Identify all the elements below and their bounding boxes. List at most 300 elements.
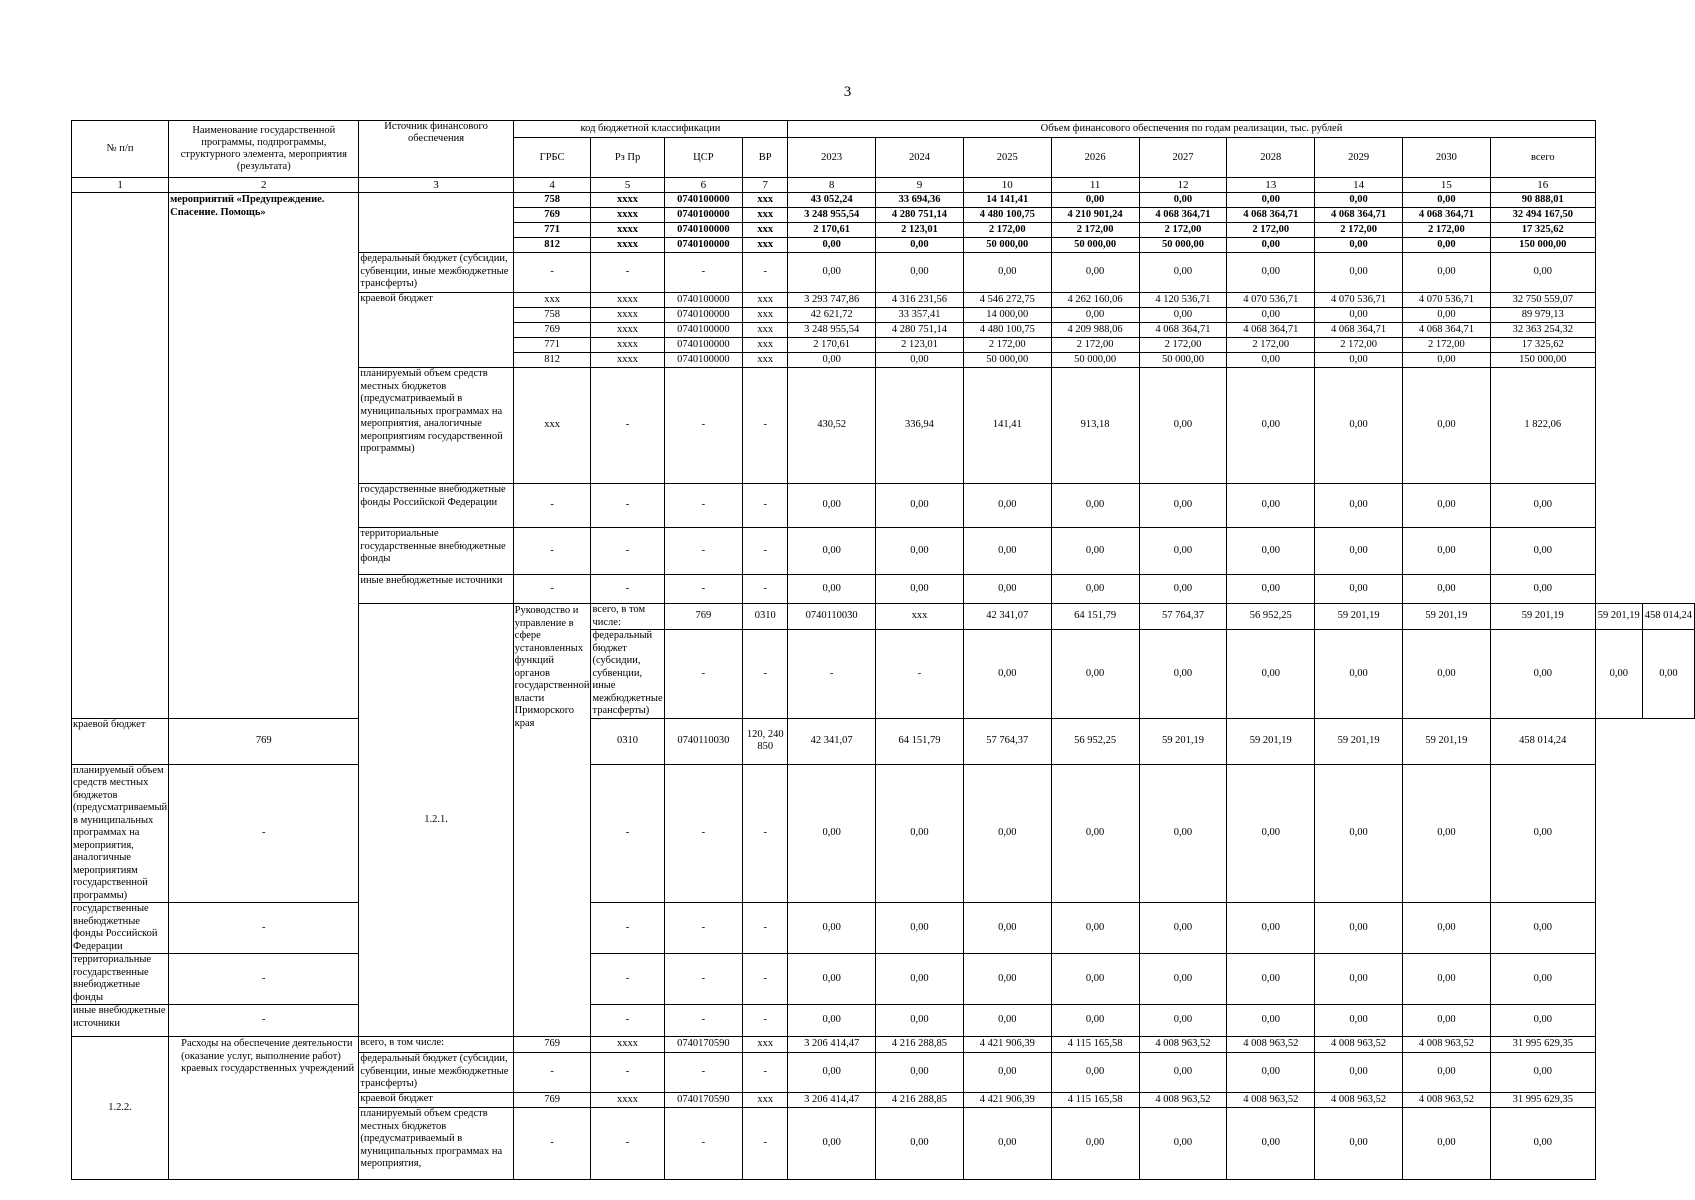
code-cell: 0740100000 xyxy=(664,223,743,238)
amount-cell: 0,00 xyxy=(1051,764,1139,903)
amount-cell: 59 201,19 xyxy=(1315,718,1403,764)
source-cell: краевой бюджет xyxy=(359,1093,513,1108)
header-grbs: ГРБС xyxy=(513,138,591,178)
code-cell: 0740170590 xyxy=(664,1093,743,1108)
code-cell: 0740100000 xyxy=(664,353,743,368)
amount-cell: 0,00 xyxy=(876,253,964,293)
amount-cell: 0,00 xyxy=(1227,903,1315,954)
amount-cell: 4 068 364,71 xyxy=(1315,208,1403,223)
amount-cell: 458 014,24 xyxy=(1490,718,1595,764)
amount-cell: 0,00 xyxy=(1490,1053,1595,1093)
code-cell: - xyxy=(664,903,743,954)
amount-cell: 4 008 963,52 xyxy=(1227,1037,1315,1053)
code-cell: 0740100000 xyxy=(664,193,743,208)
code-cell: 769 xyxy=(513,1037,591,1053)
code-cell: - xyxy=(664,1108,743,1180)
amount-cell: 0,00 xyxy=(876,484,964,528)
column-index: 6 xyxy=(664,178,743,193)
code-cell: xxx xyxy=(743,338,788,353)
code-cell: xxx xyxy=(743,1093,788,1108)
amount-cell: 0,00 xyxy=(1139,954,1227,1005)
amount-cell: 0,00 xyxy=(1051,903,1139,954)
code-cell: xxx xyxy=(743,293,788,308)
amount-cell: 0,00 xyxy=(876,353,964,368)
amount-cell: 4 070 536,71 xyxy=(1403,293,1491,308)
amount-cell: 0,00 xyxy=(876,903,964,954)
amount-cell: 43 052,24 xyxy=(788,193,876,208)
amount-cell: 0,00 xyxy=(963,484,1051,528)
column-index: 16 xyxy=(1490,178,1595,193)
code-cell: - xyxy=(591,575,664,604)
amount-cell: 50 000,00 xyxy=(1139,353,1227,368)
amount-cell: 0,00 xyxy=(1490,528,1595,575)
amount-cell: 50 000,00 xyxy=(1051,353,1139,368)
code-cell: xxxx xyxy=(591,238,664,253)
source-cell: всего, в том числе: xyxy=(359,1037,513,1053)
amount-cell: 0,00 xyxy=(1051,308,1139,323)
amount-cell: 0,00 xyxy=(1051,484,1139,528)
amount-cell: 0,00 xyxy=(1642,630,1694,719)
amount-cell: 0,00 xyxy=(1595,630,1642,719)
code-cell: xxx xyxy=(743,208,788,223)
amount-cell: 4 546 272,75 xyxy=(963,293,1051,308)
amount-cell: 0,00 xyxy=(1403,253,1491,293)
table-row xyxy=(72,903,1695,954)
code-cell: 812 xyxy=(513,238,591,253)
amount-cell: 0,00 xyxy=(1315,193,1403,208)
code-cell: - xyxy=(591,1108,664,1180)
amount-cell: 90 888,01 xyxy=(1490,193,1595,208)
amount-cell: 4 120 536,71 xyxy=(1139,293,1227,308)
code-cell: xxx xyxy=(743,193,788,208)
amount-cell: 4 209 988,06 xyxy=(1051,323,1139,338)
amount-cell: 0,00 xyxy=(788,764,876,903)
amount-cell: 0,00 xyxy=(1315,954,1403,1005)
header-year: 2027 xyxy=(1139,138,1227,178)
amount-cell: 150 000,00 xyxy=(1490,238,1595,253)
code-cell: 0740110030 xyxy=(788,604,876,630)
header-volume: Объем финансового обеспечения по годам реализации, тыс. рублей xyxy=(788,121,1596,138)
code-cell: - xyxy=(513,253,591,293)
amount-cell: 0,00 xyxy=(876,238,964,253)
code-cell: - xyxy=(591,253,664,293)
code-cell: 0310 xyxy=(591,718,664,764)
source-cell: планируемый объем средств местных бюджетов (предусматриваемый в муниципальных программах на мероприятия, аналогичные мероприятиям государственной программы) xyxy=(359,368,513,484)
amount-cell: 0,00 xyxy=(1315,308,1403,323)
header-csr: ЦСР xyxy=(664,138,743,178)
column-index: 12 xyxy=(1139,178,1227,193)
amount-cell: 0,00 xyxy=(963,253,1051,293)
financing-table xyxy=(71,120,1695,1180)
amount-cell: 4 115 165,58 xyxy=(1051,1037,1139,1053)
amount-cell: 4 480 100,75 xyxy=(963,208,1051,223)
code-cell: - xyxy=(169,954,359,1005)
amount-cell: 0,00 xyxy=(876,764,964,903)
amount-cell: 0,00 xyxy=(876,1053,964,1093)
amount-cell: 4 008 963,52 xyxy=(1315,1093,1403,1108)
amount-cell: 0,00 xyxy=(1139,484,1227,528)
amount-cell: 4 115 165,58 xyxy=(1051,1093,1139,1108)
amount-cell: 0,00 xyxy=(1139,575,1227,604)
amount-cell: 0,00 xyxy=(1490,1005,1595,1037)
source-cell: планируемый объем средств местных бюджетов (предусматриваемый в муниципальных программах на мероприятия, xyxy=(359,1108,513,1180)
amount-cell: 0,00 xyxy=(963,630,1051,719)
amount-cell: 4 068 364,71 xyxy=(1227,208,1315,223)
amount-cell: 0,00 xyxy=(1139,630,1227,719)
column-index: 1 xyxy=(72,178,169,193)
code-cell: - xyxy=(743,1108,788,1180)
code-cell: - xyxy=(664,630,743,719)
code-cell: - xyxy=(591,903,664,954)
code-cell: 0740100000 xyxy=(664,338,743,353)
amount-cell: 14 000,00 xyxy=(963,308,1051,323)
item-name: мероприятий «Предупреждение. Спасение. Помощь» xyxy=(169,193,359,719)
header-total: всего xyxy=(1490,138,1595,178)
amount-cell: 0,00 xyxy=(788,954,876,1005)
amount-cell: 2 172,00 xyxy=(1051,338,1139,353)
amount-cell: 0,00 xyxy=(963,954,1051,1005)
code-cell: - xyxy=(743,764,788,903)
code-cell: 771 xyxy=(513,223,591,238)
amount-cell: 2 123,01 xyxy=(876,223,964,238)
amount-cell: 0,00 xyxy=(1227,193,1315,208)
amount-cell: 0,00 xyxy=(1403,1108,1491,1180)
code-cell: - xyxy=(743,954,788,1005)
amount-cell: 32 363 254,32 xyxy=(1490,323,1595,338)
amount-cell: 0,00 xyxy=(1315,528,1403,575)
amount-cell: 0,00 xyxy=(1315,484,1403,528)
amount-cell: 2 172,00 xyxy=(1139,223,1227,238)
code-cell: xxxx xyxy=(591,308,664,323)
code-cell: - xyxy=(591,764,664,903)
amount-cell: 0,00 xyxy=(1139,368,1227,484)
amount-cell: 0,00 xyxy=(788,1053,876,1093)
amount-cell: 0,00 xyxy=(788,575,876,604)
code-cell: 120, 240 850 xyxy=(743,718,788,764)
amount-cell: 32 750 559,07 xyxy=(1490,293,1595,308)
amount-cell: 4 068 364,71 xyxy=(1139,323,1227,338)
code-cell: xxx xyxy=(513,368,591,484)
code-cell: - xyxy=(743,484,788,528)
amount-cell: 2 172,00 xyxy=(1403,223,1491,238)
amount-cell: 0,00 xyxy=(963,903,1051,954)
amount-cell: 0,00 xyxy=(1139,903,1227,954)
header-num: № п/п xyxy=(72,121,169,178)
amount-cell: 430,52 xyxy=(788,368,876,484)
code-cell: 0740100000 xyxy=(664,308,743,323)
amount-cell: 32 494 167,50 xyxy=(1490,208,1595,223)
amount-cell: 0,00 xyxy=(1051,193,1139,208)
amount-cell: 0,00 xyxy=(788,353,876,368)
amount-cell: 0,00 xyxy=(788,484,876,528)
amount-cell: 0,00 xyxy=(1403,484,1491,528)
amount-cell: 59 201,19 xyxy=(1595,604,1642,630)
code-cell: xxxx xyxy=(591,338,664,353)
amount-cell: 0,00 xyxy=(1403,308,1491,323)
amount-cell: 0,00 xyxy=(1490,575,1595,604)
amount-cell: 0,00 xyxy=(1490,630,1595,719)
column-index: 3 xyxy=(359,178,513,193)
code-cell: - xyxy=(743,630,788,719)
amount-cell: 150 000,00 xyxy=(1490,353,1595,368)
amount-cell: 42 341,07 xyxy=(788,718,876,764)
header-row-1 xyxy=(72,121,1695,138)
code-cell: xxxx xyxy=(591,323,664,338)
amount-cell: 0,00 xyxy=(1227,1005,1315,1037)
amount-cell: 0,00 xyxy=(876,1005,964,1037)
header-year: 2029 xyxy=(1315,138,1403,178)
code-cell: - xyxy=(743,368,788,484)
code-cell: - xyxy=(664,368,743,484)
amount-cell: 1 822,06 xyxy=(1490,368,1595,484)
amount-cell: 0,00 xyxy=(1403,630,1491,719)
amount-cell: 0,00 xyxy=(1403,368,1491,484)
amount-cell: 56 952,25 xyxy=(1051,718,1139,764)
amount-cell: 0,00 xyxy=(1315,368,1403,484)
amount-cell: 336,94 xyxy=(876,368,964,484)
item-name: Руководство и управление в сфере установленных функций органов государственной власти Приморского края xyxy=(513,604,591,1037)
code-cell: xxxx xyxy=(591,353,664,368)
amount-cell: 0,00 xyxy=(1139,308,1227,323)
amount-cell: 31 995 629,35 xyxy=(1490,1037,1595,1053)
code-cell: 771 xyxy=(513,338,591,353)
amount-cell: 2 172,00 xyxy=(1227,223,1315,238)
source-cell: территориальные государственные внебюджетные фонды xyxy=(359,528,513,575)
table-row xyxy=(72,1005,1695,1037)
amount-cell: 59 201,19 xyxy=(1139,718,1227,764)
code-cell: - xyxy=(513,1108,591,1180)
amount-cell: 4 068 364,71 xyxy=(1139,208,1227,223)
amount-cell: 0,00 xyxy=(1227,308,1315,323)
amount-cell: 0,00 xyxy=(1139,193,1227,208)
amount-cell: 0,00 xyxy=(963,1108,1051,1180)
amount-cell: 0,00 xyxy=(1227,528,1315,575)
amount-cell: 0,00 xyxy=(876,954,964,1005)
amount-cell: 141,41 xyxy=(963,368,1051,484)
column-index: 7 xyxy=(743,178,788,193)
amount-cell: 0,00 xyxy=(963,1053,1051,1093)
code-cell: - xyxy=(664,484,743,528)
amount-cell: 0,00 xyxy=(1315,764,1403,903)
amount-cell: 0,00 xyxy=(1139,1108,1227,1180)
amount-cell: 0,00 xyxy=(1403,764,1491,903)
amount-cell: 4 280 751,14 xyxy=(876,208,964,223)
amount-cell: 0,00 xyxy=(1315,903,1403,954)
amount-cell: 0,00 xyxy=(1403,1053,1491,1093)
amount-cell: 50 000,00 xyxy=(1139,238,1227,253)
amount-cell: 0,00 xyxy=(1227,764,1315,903)
amount-cell: 0,00 xyxy=(1490,903,1595,954)
source-cell: государственные внебюджетные фонды Российской Федерации xyxy=(359,484,513,528)
amount-cell: 42 621,72 xyxy=(788,308,876,323)
header-kbk: код бюджетной классификации xyxy=(513,121,788,138)
amount-cell: 2 172,00 xyxy=(1051,223,1139,238)
amount-cell: 2 172,00 xyxy=(1227,338,1315,353)
amount-cell: 14 141,41 xyxy=(963,193,1051,208)
amount-cell: 42 341,07 xyxy=(963,604,1051,630)
amount-cell: 0,00 xyxy=(1403,238,1491,253)
amount-cell: 4 216 288,85 xyxy=(876,1037,964,1053)
amount-cell: 59 201,19 xyxy=(1403,718,1491,764)
amount-cell: 0,00 xyxy=(1315,1053,1403,1093)
amount-cell: 0,00 xyxy=(1315,253,1403,293)
source-cell: планируемый объем средств местных бюджетов (предусматриваемый в муниципальных программах на мероприятия, аналогичные мероприятиям государственной программы) xyxy=(73,764,168,901)
amount-cell: 0,00 xyxy=(1227,575,1315,604)
amount-cell: 0,00 xyxy=(1490,484,1595,528)
amount-cell: 4 068 364,71 xyxy=(1227,323,1315,338)
amount-cell: 2 170,61 xyxy=(788,223,876,238)
code-cell: - xyxy=(664,528,743,575)
code-cell: 758 xyxy=(513,308,591,323)
amount-cell: 50 000,00 xyxy=(963,353,1051,368)
code-cell: - xyxy=(664,1005,743,1037)
amount-cell: 4 480 100,75 xyxy=(963,323,1051,338)
column-index: 5 xyxy=(591,178,664,193)
column-index: 13 xyxy=(1227,178,1315,193)
code-cell: - xyxy=(743,1053,788,1093)
code-cell: xxx xyxy=(743,323,788,338)
code-cell: xxxx xyxy=(591,193,664,208)
code-cell: - xyxy=(513,528,591,575)
source-cell: всего, в том числе: xyxy=(591,604,664,630)
page-number: 3 xyxy=(843,84,852,100)
amount-cell: 3 206 414,47 xyxy=(788,1093,876,1108)
amount-cell: 2 172,00 xyxy=(1315,223,1403,238)
amount-cell: 0,00 xyxy=(1490,1108,1595,1180)
amount-cell: 59 201,19 xyxy=(1490,604,1595,630)
amount-cell: 0,00 xyxy=(1403,954,1491,1005)
amount-cell: 59 201,19 xyxy=(1403,604,1491,630)
code-cell: - xyxy=(513,1053,591,1093)
amount-cell: 3 206 414,47 xyxy=(788,1037,876,1053)
amount-cell: 0,00 xyxy=(1227,954,1315,1005)
table-row xyxy=(72,1037,1695,1053)
amount-cell: 4 068 364,71 xyxy=(1315,323,1403,338)
amount-cell: 0,00 xyxy=(1315,1108,1403,1180)
amount-cell: 458 014,24 xyxy=(1642,604,1694,630)
amount-cell: 3 248 955,54 xyxy=(788,323,876,338)
code-cell: - xyxy=(591,1053,664,1093)
amount-cell: 50 000,00 xyxy=(1051,238,1139,253)
amount-cell: 0,00 xyxy=(1227,238,1315,253)
column-index: 15 xyxy=(1403,178,1491,193)
code-cell: xxxx xyxy=(591,223,664,238)
header-vr: ВР xyxy=(743,138,788,178)
header-name: Наименование государственной программы, подпрограммы, структурного элемента, мероприятия (результата) xyxy=(169,121,359,178)
amount-cell: 56 952,25 xyxy=(1227,604,1315,630)
amount-cell: 64 151,79 xyxy=(876,718,964,764)
code-cell: - xyxy=(169,1005,359,1037)
code-cell: - xyxy=(591,484,664,528)
amount-cell: 4 070 536,71 xyxy=(1227,293,1315,308)
amount-cell: 4 262 160,06 xyxy=(1051,293,1139,308)
amount-cell: 4 068 364,71 xyxy=(1403,323,1491,338)
amount-cell: 57 764,37 xyxy=(963,718,1051,764)
amount-cell: 0,00 xyxy=(1227,1053,1315,1093)
code-cell: - xyxy=(788,630,876,719)
amount-cell: 17 325,62 xyxy=(1490,223,1595,238)
amount-cell: 0,00 xyxy=(1403,193,1491,208)
code-cell: - xyxy=(513,484,591,528)
code-cell: - xyxy=(743,253,788,293)
column-index: 4 xyxy=(513,178,591,193)
amount-cell: 0,00 xyxy=(1403,903,1491,954)
amount-cell: 3 248 955,54 xyxy=(788,208,876,223)
amount-cell: 0,00 xyxy=(1490,764,1595,903)
amount-cell: 0,00 xyxy=(1139,528,1227,575)
amount-cell: 0,00 xyxy=(1051,954,1139,1005)
amount-cell: 2 170,61 xyxy=(788,338,876,353)
code-cell: - xyxy=(664,954,743,1005)
amount-cell: 0,00 xyxy=(963,764,1051,903)
amount-cell: 0,00 xyxy=(788,253,876,293)
header-year: 2030 xyxy=(1403,138,1491,178)
code-cell: xxx xyxy=(743,238,788,253)
source-cell: краевой бюджет xyxy=(359,293,513,368)
amount-cell: 0,00 xyxy=(1051,630,1139,719)
amount-cell: 17 325,62 xyxy=(1490,338,1595,353)
amount-cell: 4 421 906,39 xyxy=(963,1093,1051,1108)
code-cell: - xyxy=(743,528,788,575)
amount-cell: 0,00 xyxy=(1051,528,1139,575)
code-cell: - xyxy=(743,575,788,604)
header-year: 2028 xyxy=(1227,138,1315,178)
code-cell: - xyxy=(169,903,359,954)
code-cell: 769 xyxy=(513,323,591,338)
item-name: Расходы на обеспечение деятельности (оказание услуг, выполнение работ) краевых государственных учреждений xyxy=(169,1037,359,1180)
code-cell: 769 xyxy=(513,208,591,223)
header-year: 2025 xyxy=(963,138,1051,178)
amount-cell: 0,00 xyxy=(788,903,876,954)
code-cell: 0740100000 xyxy=(664,293,743,308)
table-row xyxy=(72,764,1695,903)
code-cell: - xyxy=(591,954,664,1005)
code-cell: xxx xyxy=(743,1037,788,1053)
column-index: 2 xyxy=(169,178,359,193)
amount-cell: 0,00 xyxy=(1051,1053,1139,1093)
code-cell: - xyxy=(591,368,664,484)
amount-cell: 4 008 963,52 xyxy=(1403,1093,1491,1108)
code-cell: 0310 xyxy=(743,604,788,630)
code-cell: xxxx xyxy=(591,1037,664,1053)
amount-cell: 0,00 xyxy=(1315,353,1403,368)
amount-cell: 31 995 629,35 xyxy=(1490,1093,1595,1108)
amount-cell: 57 764,37 xyxy=(1139,604,1227,630)
amount-cell: 59 201,19 xyxy=(1315,604,1403,630)
column-index: 9 xyxy=(876,178,964,193)
column-index: 11 xyxy=(1051,178,1139,193)
source-cell: иные внебюджетные источники xyxy=(72,1005,169,1037)
code-cell: - xyxy=(743,1005,788,1037)
amount-cell: 0,00 xyxy=(1403,575,1491,604)
code-cell: - xyxy=(591,528,664,575)
code-cell: - xyxy=(664,253,743,293)
code-cell: xxx xyxy=(743,353,788,368)
amount-cell: 0,00 xyxy=(788,1005,876,1037)
source-cell: краевой бюджет xyxy=(72,718,169,764)
amount-cell: 2 123,01 xyxy=(876,338,964,353)
code-cell: xxxx xyxy=(591,293,664,308)
code-cell: xxxx xyxy=(591,1093,664,1108)
amount-cell: 0,00 xyxy=(876,575,964,604)
amount-cell: 0,00 xyxy=(963,528,1051,575)
amount-cell: 2 172,00 xyxy=(1315,338,1403,353)
column-index: 14 xyxy=(1315,178,1403,193)
amount-cell: 0,00 xyxy=(1315,630,1403,719)
code-cell: 769 xyxy=(664,604,743,630)
code-cell: xxx xyxy=(876,604,964,630)
amount-cell: 0,00 xyxy=(1139,1053,1227,1093)
